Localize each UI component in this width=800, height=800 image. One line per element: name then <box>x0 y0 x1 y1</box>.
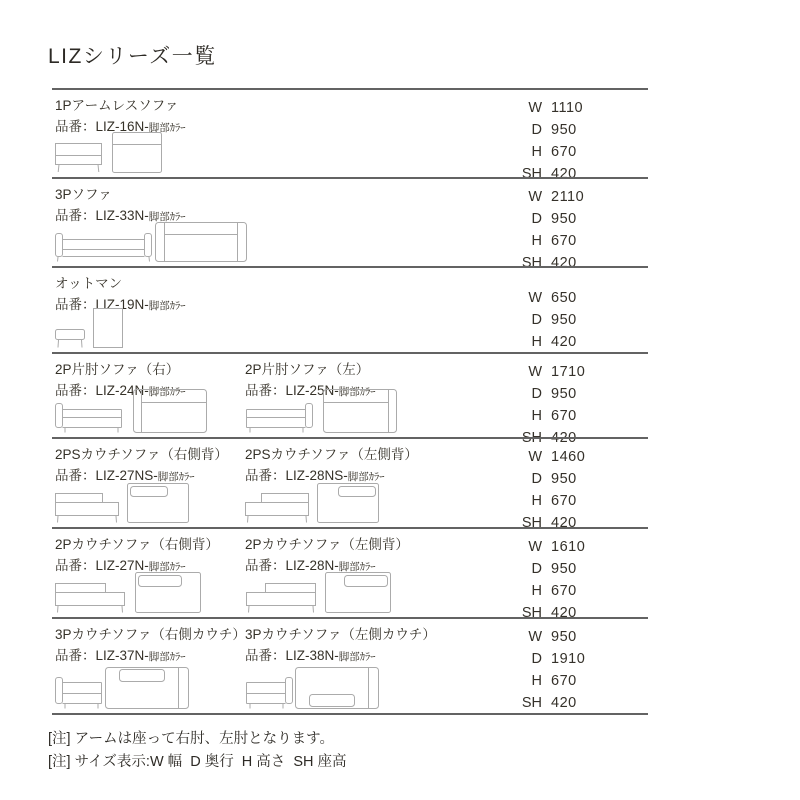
dimension-row <box>510 446 648 468</box>
dim-label: D <box>531 312 542 328</box>
ottoman-front-view-drawing <box>55 329 85 348</box>
dim-label: H <box>531 334 542 350</box>
dim-label: D <box>531 651 542 667</box>
dim-label: D <box>531 386 542 402</box>
footnotes <box>48 728 347 774</box>
sofa-top-view-drawing <box>127 483 189 523</box>
product-name: 2Pカウチソファ（左側背） <box>245 537 409 552</box>
product-code <box>55 647 245 666</box>
sofa-top-view-drawing <box>105 667 189 709</box>
footnote-arm: [注] アームは座って右肘、左肘となります。 <box>48 731 334 747</box>
product-code-leg-color: 脚部ｶﾗｰ <box>347 471 385 483</box>
dim-value: 1910 <box>551 651 586 667</box>
table-row <box>52 88 648 182</box>
dim-value: 1460 <box>551 449 586 465</box>
table-row <box>52 527 648 621</box>
dim-label: H <box>531 144 542 160</box>
dimension-row <box>510 383 648 405</box>
dim-label: H <box>531 493 542 509</box>
dim-value: 950 <box>551 561 577 577</box>
dimension-row <box>510 331 648 353</box>
dim-value: 950 <box>551 312 577 328</box>
sofa-front-view-drawing <box>55 677 103 709</box>
dim-value: 950 <box>551 211 577 227</box>
product-code-leg-color: 脚部ｶﾗｰ <box>148 211 186 223</box>
dimension-row <box>510 626 648 648</box>
dim-label: W <box>528 100 542 116</box>
product-name: 3Pカウチソファ（左側カウチ） <box>245 627 436 642</box>
dim-value: 1710 <box>551 364 586 380</box>
dimension-row <box>510 648 648 670</box>
product-name: 2P片肘ソファ（左） <box>245 362 370 377</box>
dimension-row <box>510 468 648 490</box>
table-row <box>52 437 648 531</box>
sofa-front-view-drawing <box>55 143 103 173</box>
product <box>245 354 435 437</box>
dim-label: D <box>531 211 542 227</box>
dimension-row <box>510 670 648 692</box>
dimensions <box>510 186 648 274</box>
sofa-top-view-drawing <box>155 222 247 262</box>
product-code-leg-color: 脚部ｶﾗｰ <box>148 561 186 573</box>
product-name: オットマン <box>55 276 123 291</box>
dimension-row <box>510 186 648 208</box>
dim-value: 950 <box>551 629 577 645</box>
dimension-row <box>510 361 648 383</box>
dimension-row <box>510 536 648 558</box>
dimension-row <box>510 97 648 119</box>
sofa-front-view-drawing <box>245 677 293 709</box>
product-code-main: 品番：LIZ-38N- <box>245 648 339 663</box>
dim-value: 420 <box>551 605 577 621</box>
dim-label: H <box>531 583 542 599</box>
product <box>245 439 435 527</box>
dimension-row <box>510 141 648 163</box>
product-code-main: 品番：LIZ-24N- <box>55 383 149 398</box>
product-code-leg-color: 脚部ｶﾗｰ <box>338 386 376 398</box>
dim-value: 670 <box>551 673 577 689</box>
product <box>245 529 435 617</box>
dim-value: 2110 <box>551 189 585 205</box>
page-title: LIZシリーズ一覧 <box>48 45 217 68</box>
dimension-row <box>510 580 648 602</box>
ottoman-top-view-drawing <box>93 308 123 348</box>
sofa-front-view-drawing <box>245 403 313 433</box>
table-row <box>52 266 648 352</box>
product-name: 2PSカウチソファ（右側背） <box>55 447 228 462</box>
dim-value: 420 <box>551 695 577 711</box>
dim-label: W <box>528 189 542 205</box>
sofa-front-view-drawing <box>55 583 126 613</box>
product <box>55 90 245 177</box>
product-name: 1Pアームレスソファ <box>55 98 179 113</box>
dim-value: 420 <box>551 334 577 350</box>
dim-value: 1110 <box>551 100 584 116</box>
product <box>55 268 245 352</box>
product-name: 3Pカウチソファ（右側カウチ） <box>55 627 246 642</box>
dim-label: SH <box>521 430 542 446</box>
dim-label: W <box>528 539 542 555</box>
sofa-top-view-drawing <box>323 389 397 433</box>
product <box>55 619 245 713</box>
dimension-row <box>510 287 648 309</box>
dimensions <box>510 626 648 714</box>
dim-label: SH <box>521 255 542 271</box>
dim-label: W <box>528 364 542 380</box>
dim-label: SH <box>521 515 542 531</box>
product-name: 2Pカウチソファ（右側背） <box>55 537 219 552</box>
product-code-leg-color: 脚部ｶﾗｰ <box>148 651 186 663</box>
product-name: 3Pソファ <box>55 187 112 202</box>
dimension-row <box>510 692 648 714</box>
product-code-main: 品番：LIZ-16N- <box>55 119 149 134</box>
dimension-row <box>510 309 648 331</box>
product-code-leg-color: 脚部ｶﾗｰ <box>338 561 376 573</box>
product-code-leg-color: 脚部ｶﾗｰ <box>157 471 195 483</box>
product-code-main: 品番：LIZ-37N- <box>55 648 149 663</box>
product-code-main: 品番：LIZ-27NS- <box>55 468 158 483</box>
dim-label: SH <box>521 695 542 711</box>
dim-value: 670 <box>551 233 577 249</box>
product-code-main: 品番：LIZ-19N- <box>55 297 149 312</box>
product-name: 2PSカウチソファ（左側背） <box>245 447 418 462</box>
dimension-row <box>510 405 648 427</box>
dimensions <box>510 361 648 449</box>
dim-label: SH <box>521 605 542 621</box>
dim-value: 420 <box>551 166 577 182</box>
dimensions <box>510 97 648 185</box>
table-row <box>52 617 648 715</box>
footnote-size-legend: [注] サイズ表示:W 幅 D 奥行 H 高さ SH 座高 <box>48 754 347 770</box>
dim-value: 420 <box>551 255 577 271</box>
dim-label: H <box>531 673 542 689</box>
table-row <box>52 352 648 446</box>
product-code-leg-color: 脚部ｶﾗｰ <box>148 300 186 312</box>
dimension-row <box>510 208 648 230</box>
dim-label: SH <box>521 166 542 182</box>
dimensions <box>510 536 648 624</box>
dim-value: 670 <box>551 583 577 599</box>
product-code-leg-color: 脚部ｶﾗｰ <box>148 122 186 134</box>
dim-value: 950 <box>551 122 577 138</box>
sofa-front-view-drawing <box>55 493 119 523</box>
product-code-leg-color: 脚部ｶﾗｰ <box>338 651 376 663</box>
dimensions <box>510 287 648 353</box>
dim-label: D <box>531 471 542 487</box>
dim-label: D <box>531 122 542 138</box>
sofa-front-view-drawing <box>245 493 309 523</box>
product-code-main: 品番：LIZ-27N- <box>55 558 149 573</box>
dim-value: 950 <box>551 386 577 402</box>
dim-label: H <box>531 408 542 424</box>
dim-value: 950 <box>551 471 577 487</box>
dim-label: W <box>528 290 542 306</box>
product-code <box>55 296 245 315</box>
dim-value: 420 <box>551 515 577 531</box>
sofa-top-view-drawing <box>325 572 391 613</box>
product <box>55 529 245 617</box>
sofa-front-view-drawing <box>245 583 316 613</box>
dim-value: 670 <box>551 493 577 509</box>
dim-label: H <box>531 233 542 249</box>
sofa-top-view-drawing <box>317 483 379 523</box>
dimension-row <box>510 490 648 512</box>
table-row <box>52 177 648 271</box>
dim-value: 650 <box>551 290 577 306</box>
product-code-leg-color: 脚部ｶﾗｰ <box>148 386 186 398</box>
product-code-main: 品番：LIZ-25N- <box>245 383 339 398</box>
dim-label: W <box>528 449 542 465</box>
product <box>245 619 435 713</box>
dimension-row <box>510 119 648 141</box>
sofa-front-view-drawing <box>55 403 123 433</box>
product <box>55 439 245 527</box>
sofa-front-view-drawing <box>55 233 152 262</box>
dim-value: 420 <box>551 430 577 446</box>
sofa-top-view-drawing <box>295 667 379 709</box>
sofa-top-view-drawing <box>112 132 162 173</box>
sofa-top-view-drawing <box>133 389 207 433</box>
product <box>55 179 245 266</box>
product-name: 2P片肘ソファ（右） <box>55 362 180 377</box>
dimensions <box>510 446 648 534</box>
product <box>55 354 245 437</box>
product-spec-table <box>52 88 648 715</box>
product-code-main: 品番：LIZ-28N- <box>245 558 339 573</box>
dim-value: 670 <box>551 144 577 160</box>
dimension-row <box>510 558 648 580</box>
sofa-top-view-drawing <box>135 572 201 613</box>
product-code-main: 品番：LIZ-28NS- <box>245 468 348 483</box>
dim-label: W <box>528 629 542 645</box>
dim-value: 1610 <box>551 539 586 555</box>
dim-value: 670 <box>551 408 577 424</box>
dim-label: D <box>531 561 542 577</box>
product-code <box>245 647 435 666</box>
product-code-main: 品番：LIZ-33N- <box>55 208 149 223</box>
dimension-row <box>510 230 648 252</box>
